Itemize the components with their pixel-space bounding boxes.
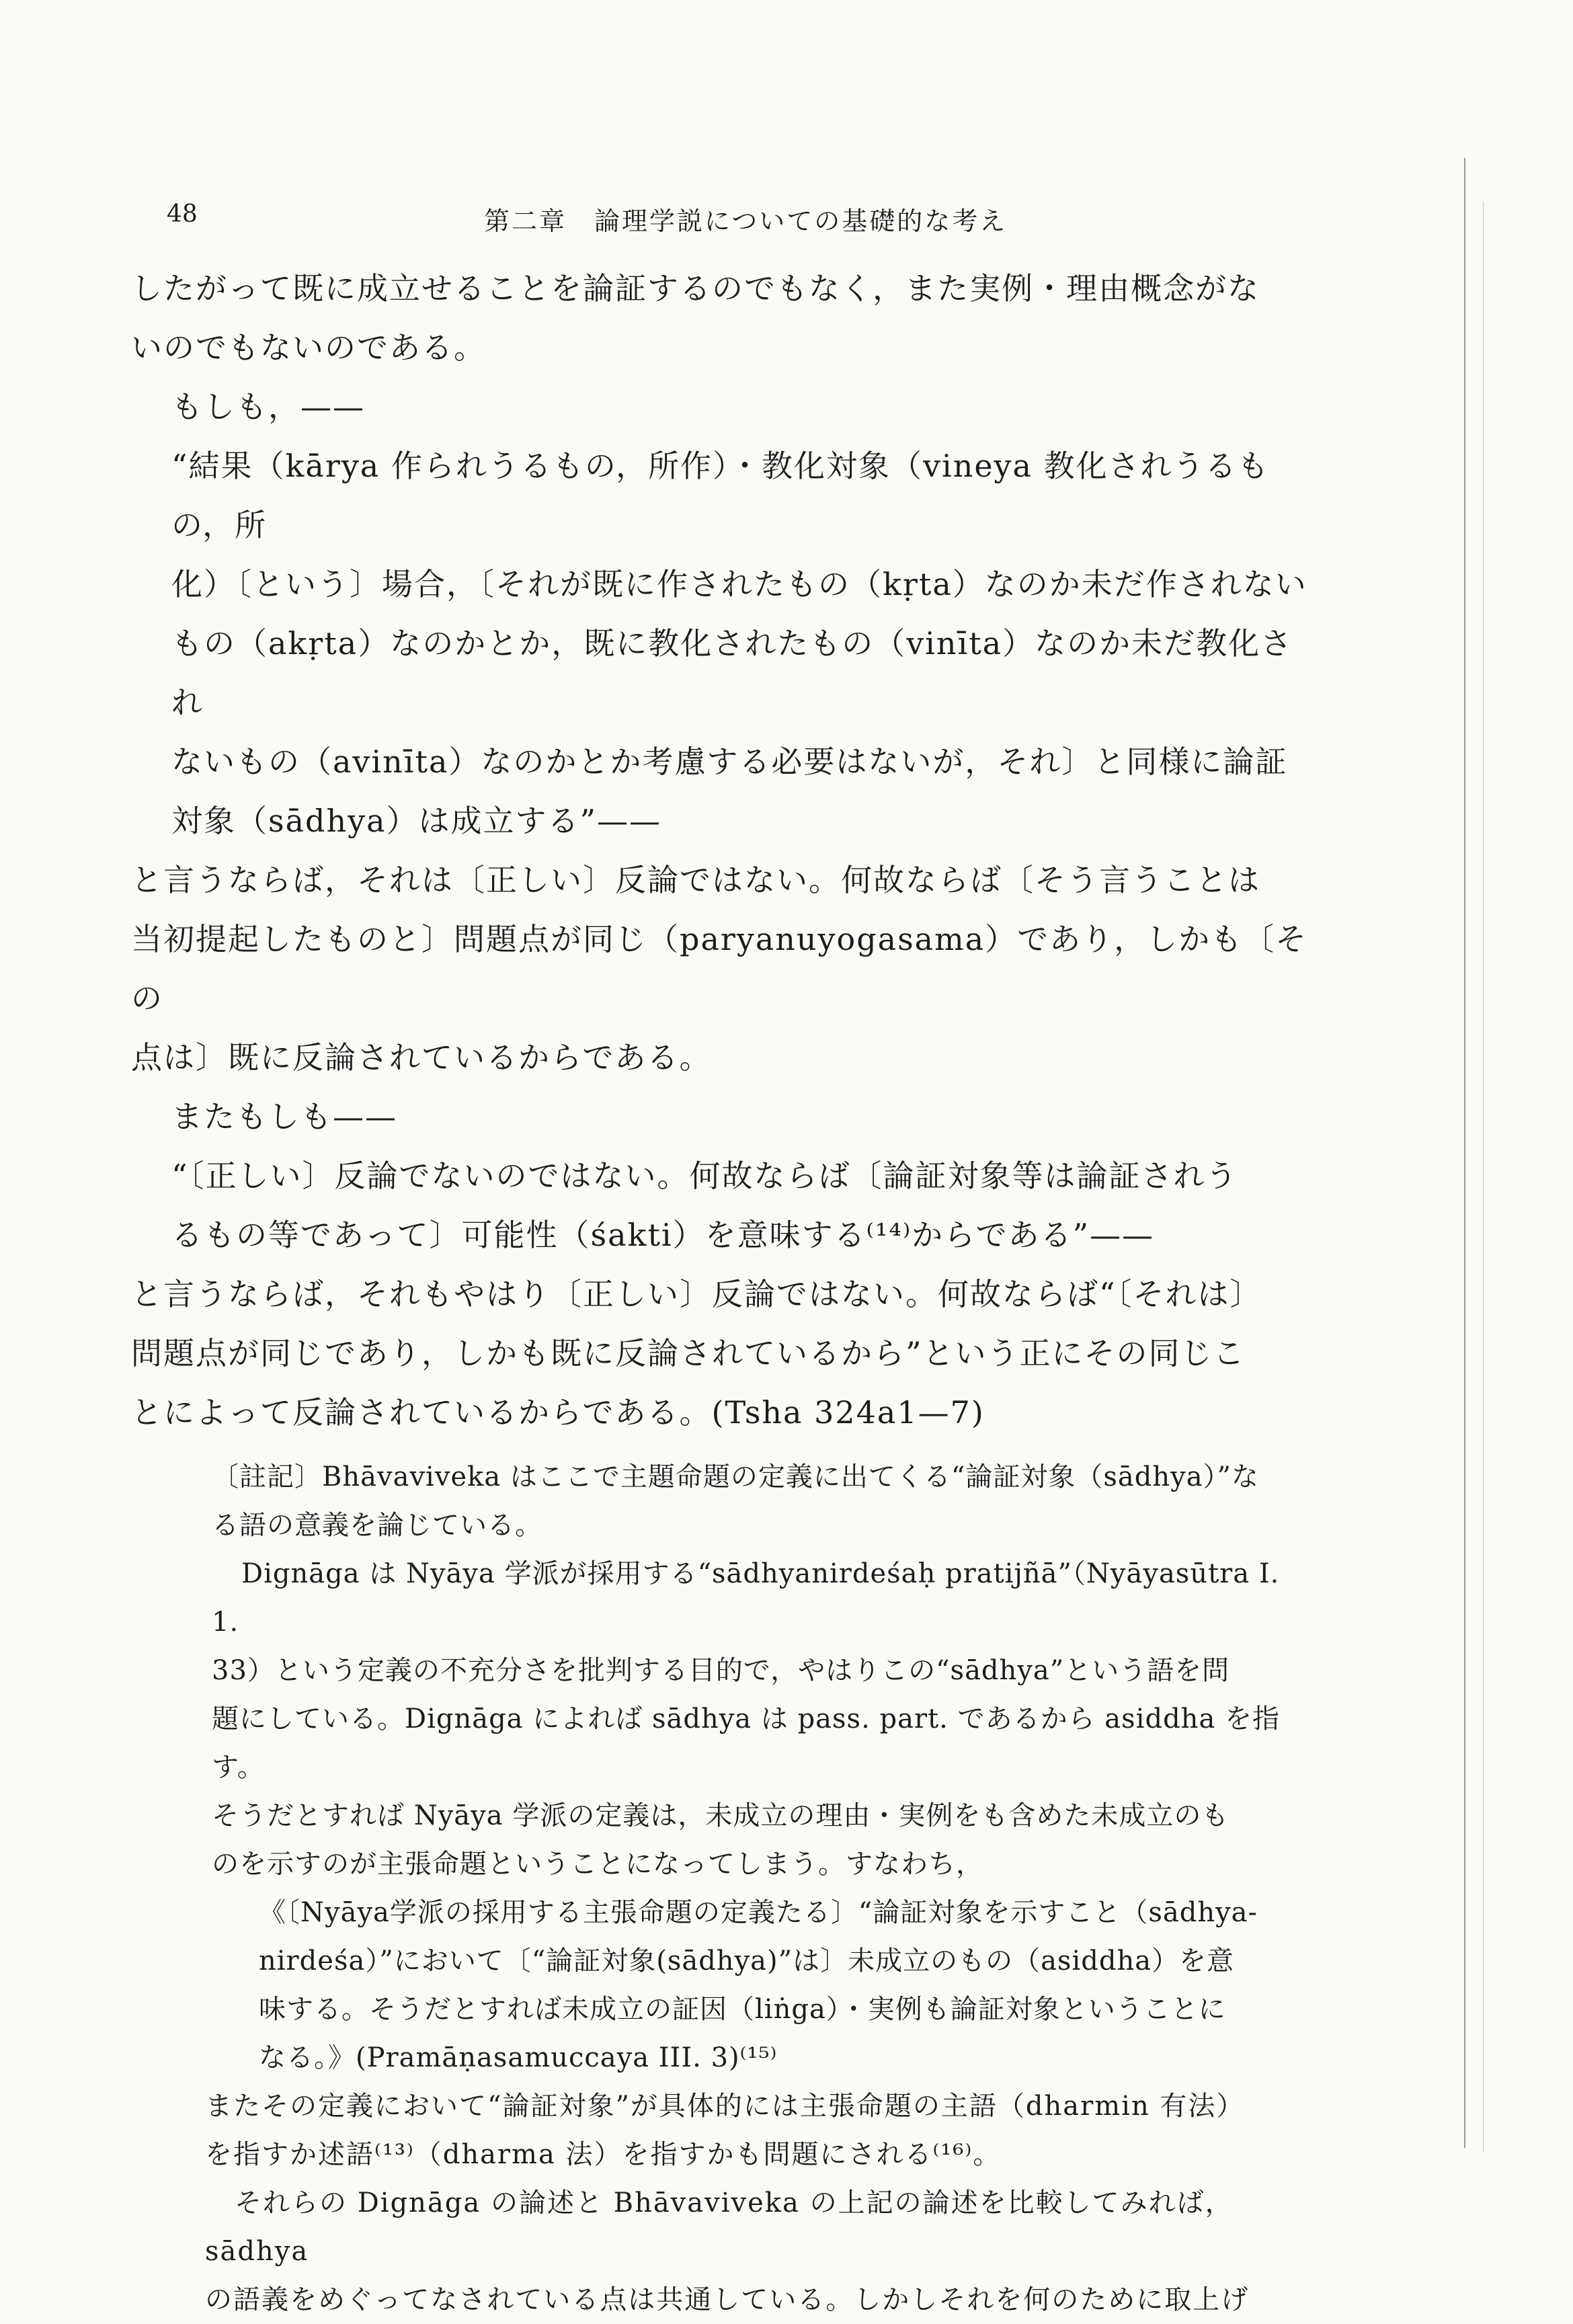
page-header xyxy=(0,200,1573,241)
running-head: 第二章 論理学説についての基礎的な考え xyxy=(484,206,1008,236)
note-line: を指すか述語⁽¹³⁾（dharma 法）を指すかも問題にされる⁽¹⁶⁾。 xyxy=(205,2139,1002,2170)
note-quote-line: 《〔Nyāya学派の採用する主張命題の定義たる〕“論証対象を示すこと（sādhya- xyxy=(259,1897,1258,1928)
text-line: もしも，—— xyxy=(171,389,365,425)
page-number: 48 xyxy=(167,200,198,228)
note-quote-line: なる。》(Pramāṇasamuccaya III. 3)⁽¹⁵⁾ xyxy=(259,2042,778,2073)
note-line: 〔註記〕Bhāvaviveka はここで主題命題の定義に出てくる“論証対象（sādhya）”な xyxy=(212,1461,1259,1492)
binding-edge-line-faint xyxy=(1483,202,1484,2151)
quote-line: “結果（kārya 作られうるもの，所作）・教化対象（vineya 教化されうるもの，所 xyxy=(171,448,1270,543)
text-line: いのでもないのである。 xyxy=(131,329,486,366)
note-line: 題にしている。Dignāga によれば sādhya は pass. part. であるから asiddha を指す。 xyxy=(212,1704,1281,1783)
note-quote-line: nirdeśa）”において〔“論証対象(sādhya)”は〕未成立のもの（asiddha）を意 xyxy=(259,1946,1235,1976)
note-quotation xyxy=(259,1888,1314,2082)
text-line: とによって反論されているからである。(Tsha 324a1—7) xyxy=(131,1394,985,1431)
text-line: またもしも—— xyxy=(171,1098,397,1135)
note-line: Dignāga は Nyāya 学派が採用する“sādhyanirdeśaḥ pratijñā”（Nyāyasūtra I. 1. xyxy=(212,1558,1280,1638)
note-line: それらの Dignāga の論述と Bhāvaviveka の上記の論述を比較してみれば，sādhya xyxy=(205,2188,1234,2267)
text-line: と言うならば，それは〔正しい〕反論ではない。何故ならば〔そう言うことは xyxy=(131,862,1260,898)
note-line: またその定義において“論証対象”が具体的には主張命題の主語（dharmin 有法） xyxy=(205,2091,1245,2122)
note-line: る語の意義を論じている。 xyxy=(212,1510,542,1541)
note-quote-line: 味する。そうだとすれば未成立の証因（liṅga）・実例も論証対象ということに xyxy=(259,1994,1226,2025)
body-text xyxy=(131,259,1314,2324)
note-line: 33）という定義の不充分さを批判する目的で，やはりこの“sādhya”という語を問 xyxy=(212,1655,1230,1686)
binding-edge-line xyxy=(1464,158,1465,2148)
annotation-block xyxy=(212,1453,1314,1888)
text-line: したがって既に成立せることを論証するのでもなく，また実例・理由概念がな xyxy=(131,270,1260,307)
text-line: 当初提起したものと〕問題点が同じ（paryanuyogasama）であり，しかも〔その xyxy=(131,921,1308,1016)
quote-line: もの（akṛta）なのかとか，既に教化されたもの（vinīta）なのか未だ教化され xyxy=(171,625,1293,721)
note-line: そうだとすれば Nyāya 学派の定義は，未成立の理由・実例をも含めた未成立のも xyxy=(212,1800,1229,1831)
note-line: の語義をめぐってなされている点は共通している。しかしそれを何のために取上げ xyxy=(205,2284,1250,2315)
quote-line: 化）〔という〕場合，〔それが既に作されたもの（kṛta）なのか未だ作されない xyxy=(171,566,1307,602)
note-line: のを示すのが主張命題ということになってしまう。すなわち， xyxy=(212,1849,983,1880)
text-line: と言うならば，それもやはり〔正しい〕反論ではない。何故ならば“〔それは〕 xyxy=(131,1276,1262,1312)
quote-line: 対象（sādhya）は成立する”—— xyxy=(171,803,662,839)
quote-line: “〔正しい〕反論でないのではない。何故ならば〔論証対象等は論証されう xyxy=(171,1158,1238,1194)
note-continuation xyxy=(205,2082,1321,2324)
text-line: 点は〕既に反論されているからである。 xyxy=(131,1039,712,1076)
quote-line: るもの等であって〕可能性（śakti）を意味する⁽¹⁴⁾からである”—— xyxy=(171,1217,1155,1253)
quote-line: ないもの（avinīta）なのかとか考慮する必要はないが，それ〕と同様に論証 xyxy=(171,744,1288,780)
text-line: 問題点が同じであり，しかも既に反論されているから”という正にその同じこ xyxy=(131,1335,1246,1371)
